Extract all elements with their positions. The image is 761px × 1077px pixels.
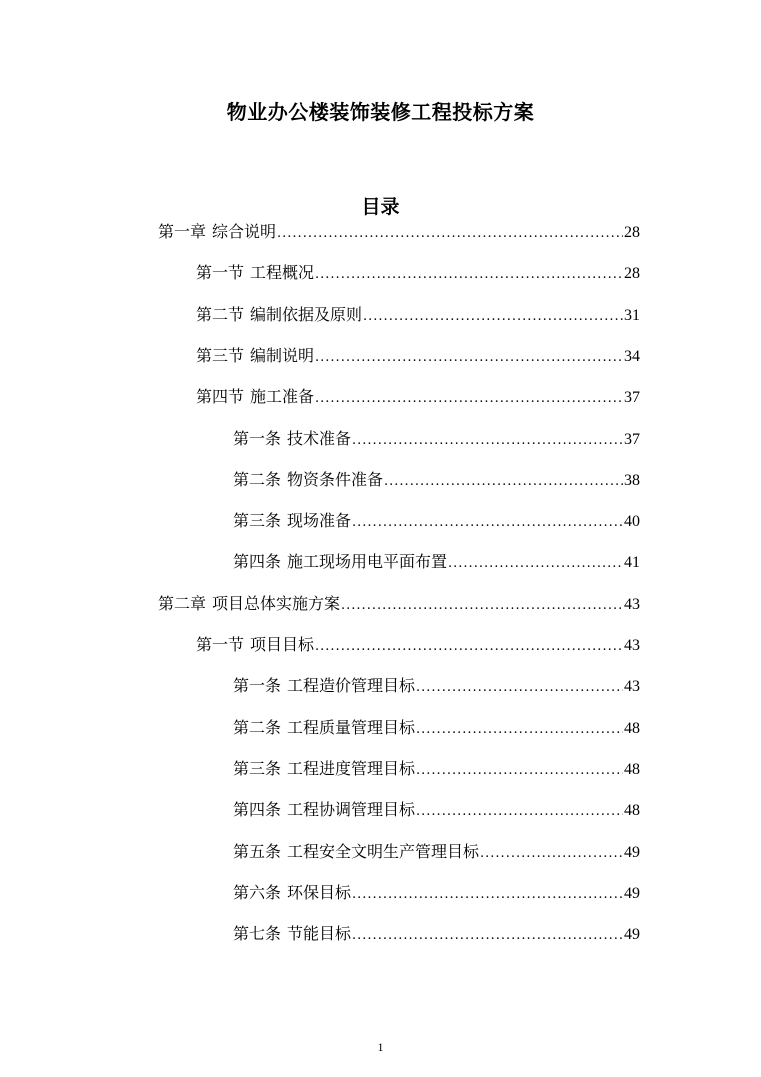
toc-entry[interactable] bbox=[233, 675, 640, 697]
toc-dot-leader bbox=[352, 430, 623, 452]
toc-page-number: 31 bbox=[624, 307, 640, 324]
toc-entry-label bbox=[233, 717, 415, 739]
toc-dot-leader bbox=[352, 884, 623, 906]
toc-page-number: 43 bbox=[624, 596, 640, 613]
toc-page-number: 37 bbox=[624, 389, 640, 406]
toc-entry-number: 第二节 bbox=[196, 305, 245, 324]
toc-dot-leader bbox=[315, 636, 623, 658]
toc-entry-text: 项目目标 bbox=[250, 635, 315, 654]
toc-page-number: 49 bbox=[624, 844, 640, 861]
toc-entry[interactable] bbox=[233, 428, 640, 450]
toc-entry-number: 第四条 bbox=[233, 552, 282, 571]
toc-entry-label bbox=[233, 551, 447, 573]
toc-entry[interactable] bbox=[158, 593, 640, 615]
toc-page-number: 49 bbox=[624, 926, 640, 943]
toc-entry-label bbox=[196, 386, 314, 408]
toc-entry-text: 工程造价管理目标 bbox=[287, 676, 416, 695]
toc-entry-label bbox=[233, 758, 415, 780]
toc-entry-label bbox=[196, 634, 314, 656]
toc-entry-label bbox=[233, 841, 479, 863]
toc-entry-text: 工程质量管理目标 bbox=[287, 718, 416, 737]
toc-entry-text: 技术准备 bbox=[287, 429, 352, 448]
toc-entry-number: 第一节 bbox=[196, 263, 245, 282]
toc-entry-number: 第五条 bbox=[233, 842, 282, 861]
toc-entry[interactable] bbox=[196, 386, 640, 408]
toc-page-number: 37 bbox=[624, 431, 640, 448]
toc-entry-number: 第二条 bbox=[233, 718, 282, 737]
toc-entry-text: 综合说明 bbox=[212, 222, 277, 241]
toc-entry-number: 第三条 bbox=[233, 759, 282, 778]
toc-entry-number: 第一节 bbox=[196, 635, 245, 654]
toc-entry-number: 第三节 bbox=[196, 346, 245, 365]
toc-dot-leader bbox=[448, 553, 623, 575]
toc-entry-number: 第二条 bbox=[233, 470, 282, 489]
toc-entry[interactable] bbox=[233, 923, 640, 945]
toc-page-number: 38 bbox=[624, 472, 640, 489]
toc-entry-label bbox=[196, 345, 314, 367]
toc-page-number: 48 bbox=[624, 720, 640, 737]
toc-entry[interactable] bbox=[233, 469, 640, 491]
toc-entry-text: 工程协调管理目标 bbox=[287, 800, 416, 819]
toc-page-number: 41 bbox=[624, 554, 640, 571]
toc-dot-leader bbox=[341, 595, 623, 617]
toc-dot-leader bbox=[315, 347, 623, 369]
toc-entry[interactable] bbox=[196, 345, 640, 367]
toc-heading: 目录 bbox=[361, 196, 400, 218]
toc-dot-leader bbox=[277, 223, 623, 245]
toc-dot-leader bbox=[352, 512, 623, 534]
toc-entry-label bbox=[233, 923, 351, 945]
toc-entry-label bbox=[158, 593, 340, 615]
toc-page-number: 28 bbox=[624, 265, 640, 282]
toc-entry-text: 编制说明 bbox=[250, 346, 315, 365]
toc-entry-text: 工程安全文明生产管理目标 bbox=[287, 842, 480, 861]
toc-entry[interactable] bbox=[233, 799, 640, 821]
toc-entry-number: 第七条 bbox=[233, 924, 282, 943]
toc-dot-leader bbox=[480, 843, 623, 865]
toc-entry-text: 工程概况 bbox=[250, 263, 315, 282]
toc-entry-label bbox=[196, 262, 314, 284]
toc-entry[interactable] bbox=[233, 717, 640, 739]
toc-entry-number: 第一条 bbox=[233, 676, 282, 695]
toc-entry-label bbox=[233, 882, 351, 904]
toc-page-number: 48 bbox=[624, 761, 640, 778]
toc-entry[interactable] bbox=[196, 304, 640, 326]
toc-dot-leader bbox=[352, 925, 623, 947]
toc-page-number: 49 bbox=[624, 885, 640, 902]
toc-entry-text: 节能目标 bbox=[287, 924, 352, 943]
toc-dot-leader bbox=[416, 760, 623, 782]
toc-page-number: 43 bbox=[624, 637, 640, 654]
toc-entry-text: 施工现场用电平面布置 bbox=[287, 552, 448, 571]
toc-entry-text: 环保目标 bbox=[287, 883, 352, 902]
toc-entry[interactable] bbox=[233, 551, 640, 573]
toc-entry-label bbox=[196, 304, 362, 326]
toc-entry-number: 第一条 bbox=[233, 429, 282, 448]
toc-entry-text: 现场准备 bbox=[287, 511, 352, 530]
toc-page-number: 28 bbox=[624, 224, 640, 241]
toc-entry[interactable] bbox=[233, 882, 640, 904]
toc-entry-label bbox=[233, 469, 383, 491]
toc-entry-number: 第四条 bbox=[233, 800, 282, 819]
toc-entry[interactable] bbox=[233, 758, 640, 780]
toc-entry-label bbox=[233, 799, 415, 821]
toc-page-number: 34 bbox=[624, 348, 640, 365]
toc-page-number: 40 bbox=[624, 513, 640, 530]
toc-entry-text: 施工准备 bbox=[250, 387, 315, 406]
toc-entry-label bbox=[233, 675, 415, 697]
toc-entry-number: 第二章 bbox=[158, 594, 207, 613]
toc-dot-leader bbox=[384, 471, 623, 493]
toc-entry[interactable] bbox=[196, 634, 640, 656]
toc-entry-label bbox=[233, 510, 351, 532]
toc-page-number: 48 bbox=[624, 802, 640, 819]
toc-entry-text: 项目总体实施方案 bbox=[212, 594, 341, 613]
toc-entry-text: 物资条件准备 bbox=[287, 470, 384, 489]
toc-dot-leader bbox=[416, 801, 623, 823]
toc-entry-text: 编制依据及原则 bbox=[250, 305, 363, 324]
document-title: 物业办公楼装饰装修工程投标方案 bbox=[226, 100, 535, 124]
toc-entry-number: 第六条 bbox=[233, 883, 282, 902]
toc-entry-number: 第四节 bbox=[196, 387, 245, 406]
toc-entry[interactable] bbox=[196, 262, 640, 284]
toc-entry-label bbox=[158, 221, 276, 243]
toc-entry[interactable] bbox=[233, 510, 640, 532]
toc-entry-number: 第一章 bbox=[158, 222, 207, 241]
toc-entry-label bbox=[233, 428, 351, 450]
page-number: 1 bbox=[377, 1040, 384, 1054]
toc-entry-number: 第三条 bbox=[233, 511, 282, 530]
toc-entry[interactable] bbox=[158, 221, 640, 243]
toc-entry[interactable] bbox=[233, 841, 640, 863]
toc-page-number: 43 bbox=[624, 678, 640, 695]
toc-dot-leader bbox=[363, 306, 623, 328]
toc-dot-leader bbox=[416, 677, 623, 699]
toc-dot-leader bbox=[416, 719, 623, 741]
toc-entry-text: 工程进度管理目标 bbox=[287, 759, 416, 778]
toc-dot-leader bbox=[315, 264, 623, 286]
toc-dot-leader bbox=[315, 388, 623, 410]
